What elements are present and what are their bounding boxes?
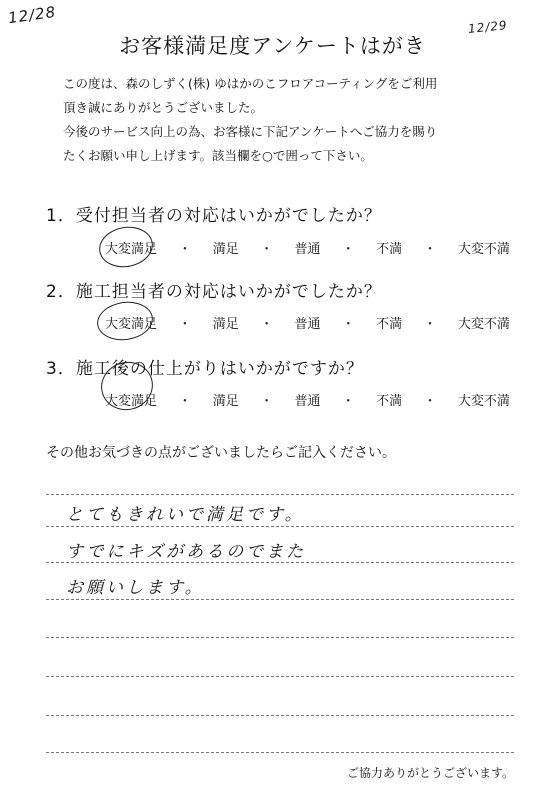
others-prompt: その他お気づきの点がございましたらご記入ください。	[46, 445, 396, 461]
handwritten-date-right: 12/29	[467, 17, 509, 37]
question-1: 1．受付担当者の対応はいかがでしたか？	[46, 206, 382, 226]
writing-line	[46, 599, 514, 600]
intro-line: 頂き誠にありがとうございました。	[63, 100, 264, 115]
separator: ・	[260, 242, 274, 257]
option-very-satisfied[interactable]: 大変満足	[105, 317, 158, 332]
handwritten-comment: すでにキズがあるのでまた	[66, 542, 307, 562]
separator: ・	[341, 394, 355, 409]
writing-line	[46, 526, 514, 527]
option-neutral[interactable]: 普通	[294, 394, 321, 409]
writing-line	[46, 676, 514, 677]
thanks-note: ご協力ありがとうございます。	[346, 766, 514, 780]
separator: ・	[341, 317, 355, 332]
separator: ・	[178, 317, 192, 332]
separator: ・	[423, 317, 437, 332]
separator: ・	[178, 242, 192, 257]
option-very-dissatisfied[interactable]: 大変不満	[457, 242, 510, 257]
writing-line	[46, 637, 514, 638]
writing-line	[46, 752, 514, 753]
question-1-options	[105, 238, 510, 257]
separator: ・	[260, 317, 274, 332]
separator: ・	[260, 394, 274, 409]
separator: ・	[341, 242, 355, 257]
option-neutral[interactable]: 普通	[294, 242, 321, 257]
separator: ・	[423, 242, 437, 257]
intro-text	[63, 72, 523, 168]
page-title: お客様満足度アンケートはがき	[119, 34, 426, 58]
option-dissatisfied[interactable]: 不満	[376, 317, 403, 332]
option-very-dissatisfied[interactable]: 大変不満	[457, 394, 510, 409]
separator: ・	[178, 394, 192, 409]
handwritten-comment: お願いします。	[66, 578, 205, 598]
question-3-options	[105, 390, 510, 409]
option-satisfied[interactable]: 満足	[212, 394, 239, 409]
option-very-satisfied[interactable]: 大変満足	[105, 242, 158, 257]
option-satisfied[interactable]: 満足	[212, 242, 239, 257]
question-2: 2．施工担当者の対応はいかがでしたか？	[46, 282, 382, 302]
option-neutral[interactable]: 普通	[294, 317, 321, 332]
option-dissatisfied[interactable]: 不満	[376, 242, 403, 257]
intro-line: たくお願い申し上げます。該当欄を○で囲って下さい。	[63, 148, 373, 163]
separator: ・	[423, 394, 437, 409]
option-very-satisfied[interactable]: 大変満足	[105, 394, 158, 409]
writing-line	[46, 494, 514, 495]
option-very-dissatisfied[interactable]: 大変不満	[457, 317, 510, 332]
writing-line	[46, 562, 514, 563]
question-3: 3．施工後の仕上がりはいかがですか？	[46, 359, 364, 379]
intro-line: 今後のサービス向上の為、お客様に下記アンケートへご協力を賜り	[63, 124, 438, 139]
question-2-options	[105, 313, 510, 332]
option-satisfied[interactable]: 満足	[212, 317, 239, 332]
intro-line: この度は、森のしずく(株) ゆはかのこフロアコーティングをご利用	[63, 76, 438, 91]
handwritten-date-left: 12/28	[6, 2, 58, 28]
option-dissatisfied[interactable]: 不満	[376, 394, 403, 409]
writing-line	[46, 715, 514, 716]
handwritten-comment: とてもきれいで満足です。	[66, 505, 305, 525]
